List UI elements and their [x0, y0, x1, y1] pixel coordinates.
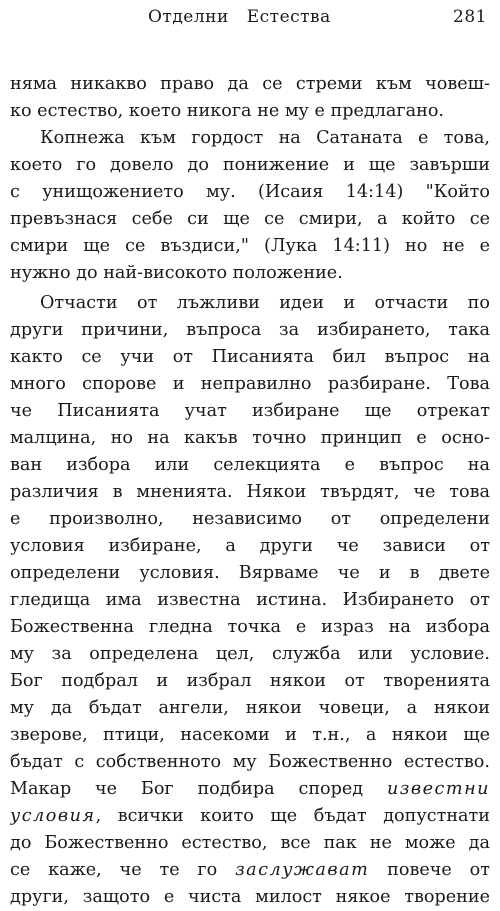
text-line: нужно до най-високото положение. — [10, 263, 343, 283]
text-line: други причини, въпроса за избирането, така — [10, 320, 490, 340]
text-run: , всички които ще бъдат допустнати — [95, 806, 490, 826]
text-line: Бог подбрал и избрал някои от творенията — [10, 671, 490, 691]
text-line: други, защото е чиста милост някое творение — [10, 887, 490, 907]
text-line: смири ще се въздиси," (Лука 14:11) но не е — [10, 236, 490, 256]
text-line: различия в мненията. Някои твърдят, че това — [10, 482, 490, 502]
text-line: бъдат с собственното му Божественно естество. — [10, 752, 490, 772]
text-run: се каже, че те го — [10, 860, 236, 880]
text-line: Божественна гледна точка е израз на избора — [10, 617, 490, 637]
text-line: превъзнася себе си ще се смири, а който се — [10, 209, 490, 229]
emphasis: заслужават — [235, 860, 370, 880]
text-line: което го довело до понижение и ще завърши — [10, 155, 490, 175]
text-line: че Писанията учат избиране ще отрекат — [10, 401, 490, 421]
text-line: му за определена цел, служба или условие. — [10, 644, 490, 664]
text-line — [10, 776, 490, 803]
text-line: ван избора или селекцията е въпрос на — [10, 455, 490, 475]
text-line: му да бъдат ангели, някои човеци, а някои — [10, 698, 490, 718]
page-number: 281 — [453, 7, 487, 27]
text-line: условия избиране, а други че зависи от — [10, 536, 490, 556]
emphasis: известни — [386, 779, 490, 799]
text-line: зверове, птици, насекоми и т.н., а някои ще — [10, 725, 490, 745]
text-line: Отчасти от лъжливи идеи и отчасти по — [40, 293, 490, 313]
text-line: до Божественно естество, все пак не може да — [10, 833, 490, 853]
text-line: гледища има известна истина. Избирането от — [10, 590, 490, 610]
text-run: Макар че Бог подбира според — [10, 779, 387, 799]
text-line: няма никакво право да се стреми към човеш- — [10, 74, 490, 94]
text-line: Копнежа към гордост на Сатаната е това, — [40, 128, 490, 148]
text-line: както се учи от Писанията бил въпрос на — [10, 347, 490, 367]
text-line: малцина, но на какъв точно принцип е осно- — [10, 428, 490, 448]
text-line: определени условия. Вярваме че и в двете — [10, 563, 490, 583]
text-line: ко естество, което никога не му е предлагано. — [10, 101, 445, 121]
text-run: повече от — [369, 860, 490, 880]
text-line: много спорове и неправилно разбиране. Това — [10, 374, 490, 394]
body-text — [10, 71, 490, 911]
text-line: е произволно, независимо от определени — [10, 509, 490, 529]
text-line — [10, 803, 490, 830]
emphasis: условия — [10, 806, 96, 826]
running-title: Отделни Естества — [148, 7, 331, 27]
running-header — [0, 7, 500, 33]
text-line — [10, 857, 490, 884]
text-line: с унищожението му. (Исаия 14:14) "Който — [10, 182, 490, 202]
